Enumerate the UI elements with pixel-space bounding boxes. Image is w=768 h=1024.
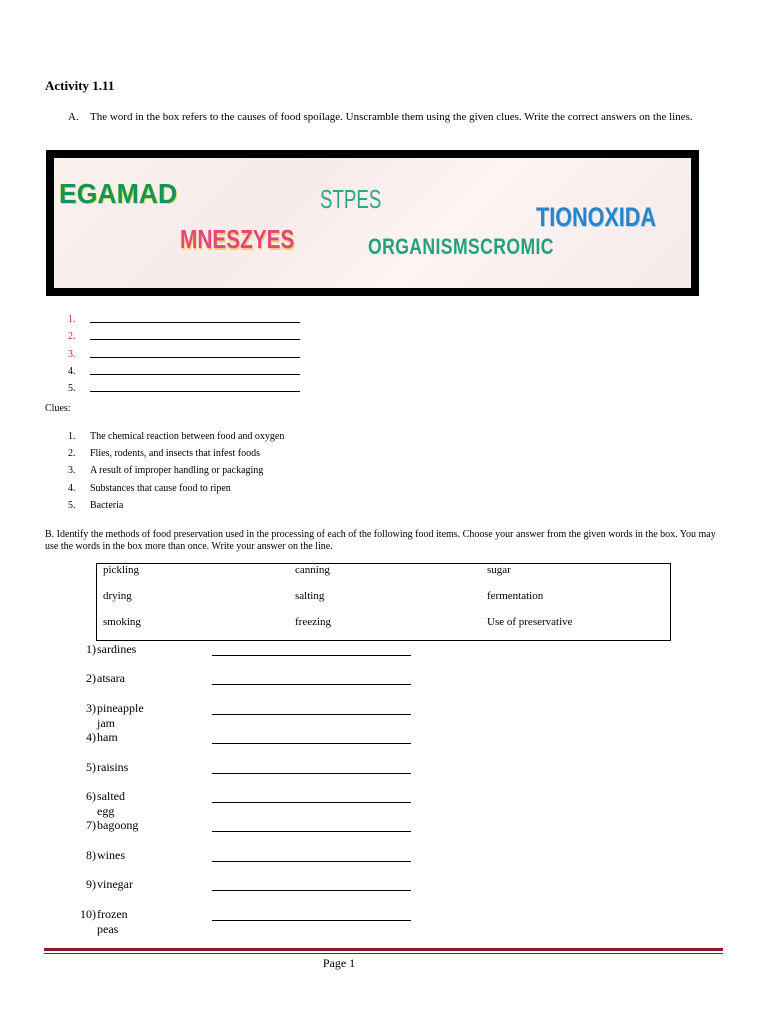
scrambled-word: MNESZYES [180, 224, 295, 254]
word-box-item: drying [103, 590, 132, 602]
answer-line[interactable] [212, 861, 411, 862]
answer-line[interactable] [212, 714, 411, 715]
food-item: atsara [97, 671, 125, 686]
item-number: 7) [86, 818, 96, 833]
word-box-item: sugar [487, 564, 511, 576]
word-box [96, 563, 671, 641]
list-item [68, 465, 284, 482]
answer-line[interactable] [212, 802, 411, 803]
scrambled-word: TIONOXIDA [536, 202, 657, 232]
clue-list [68, 431, 284, 517]
list-item [68, 325, 300, 342]
food-item: bagoong [97, 818, 139, 833]
item-number: 10) [80, 906, 96, 921]
activity-title: Activity 1.11 [45, 78, 115, 93]
list-item [68, 500, 284, 517]
answer-line[interactable] [212, 684, 411, 685]
food-item: vinegar [97, 877, 133, 892]
answer-number: 5. [68, 382, 76, 394]
list-item [68, 308, 300, 325]
food-item: raisins [97, 759, 129, 774]
answer-line[interactable] [212, 831, 411, 832]
section-a-letter: A. [68, 111, 79, 123]
food-item: salted egg [97, 788, 125, 818]
list-item [68, 448, 284, 465]
clue-text: A result of improper handling or packaging [90, 465, 264, 477]
answer-number: 1. [68, 314, 76, 326]
clue-number: 2. [68, 448, 76, 460]
item-number: 2) [86, 671, 96, 686]
answer-line[interactable] [90, 364, 300, 375]
word-box-item: smoking [103, 616, 141, 628]
answer-number: 3. [68, 348, 76, 360]
clue-text: Substances that cause food to ripen [90, 482, 231, 494]
item-number: 4) [86, 730, 96, 745]
word-box-item: Use of preservative [487, 616, 573, 628]
answer-line[interactable] [212, 890, 411, 891]
scrambled-word: STPES [320, 184, 382, 214]
clue-text: The chemical reaction between food and oxygen [90, 431, 285, 442]
food-item: sardines [97, 642, 137, 656]
list-item [68, 431, 284, 448]
food-item: ham [97, 730, 118, 745]
scrambled-words-banner [46, 150, 699, 296]
clue-text: Bacteria [90, 499, 124, 511]
scrambled-word: EGAMAD [59, 178, 178, 209]
answer-number: 2. [68, 331, 76, 343]
clue-number: 4. [68, 482, 76, 494]
answer-line[interactable] [90, 347, 300, 358]
clues-label: Clues: [45, 403, 71, 414]
food-item: wines [97, 847, 125, 862]
page-number: Page 1 [322, 956, 356, 970]
answer-line[interactable] [212, 743, 411, 744]
clue-number: 5. [68, 499, 76, 511]
word-box-item: canning [295, 564, 330, 576]
item-number: 8) [86, 847, 96, 862]
item-number: 6) [86, 788, 96, 803]
item-number: 9) [86, 877, 96, 892]
clue-number: 1. [68, 431, 76, 442]
answer-line[interactable] [212, 920, 411, 921]
banner-paper [54, 158, 691, 288]
answer-line[interactable] [212, 655, 411, 656]
clue-text: Flies, rodents, and insects that infest foods [90, 448, 260, 460]
food-item: frozen peas [97, 906, 128, 936]
list-item [68, 342, 300, 359]
footer-rule-thick [44, 948, 723, 951]
word-box-item: pickling [103, 564, 140, 576]
answer-line[interactable] [90, 312, 300, 323]
footer-rule-thin [44, 953, 723, 954]
answer-line[interactable] [90, 329, 300, 340]
list-item [68, 377, 300, 394]
answer-blanks-a [68, 308, 300, 394]
section-a-text: The word in the box refers to the causes of food spoilage. Unscramble them using the given clues. Write the correct answers on the lines. [90, 111, 693, 123]
clue-number: 3. [68, 465, 76, 477]
list-item [68, 483, 284, 500]
word-box-item: salting [295, 590, 325, 602]
item-number: 3) [86, 700, 96, 715]
list-item [68, 360, 300, 377]
answer-line[interactable] [212, 773, 411, 774]
food-item: pineapple jam [97, 700, 144, 730]
section-b-instruction: B. Identify the methods of food preservation used in the processing of each of the following food items. Choose your answer from the given words in the box. You may use the words in the box more than once. Write your answer on the line. [45, 529, 716, 552]
scrambled-word: ORGANISMSCROMIC [368, 234, 554, 259]
word-box-item: fermentation [487, 590, 544, 602]
item-number: 1) [86, 642, 96, 656]
answer-number: 4. [68, 365, 76, 377]
section-a-instruction [68, 110, 718, 124]
answer-line[interactable] [90, 381, 300, 392]
footer-rule [44, 948, 723, 954]
item-number: 5) [86, 759, 96, 774]
word-box-item: freezing [295, 616, 332, 628]
